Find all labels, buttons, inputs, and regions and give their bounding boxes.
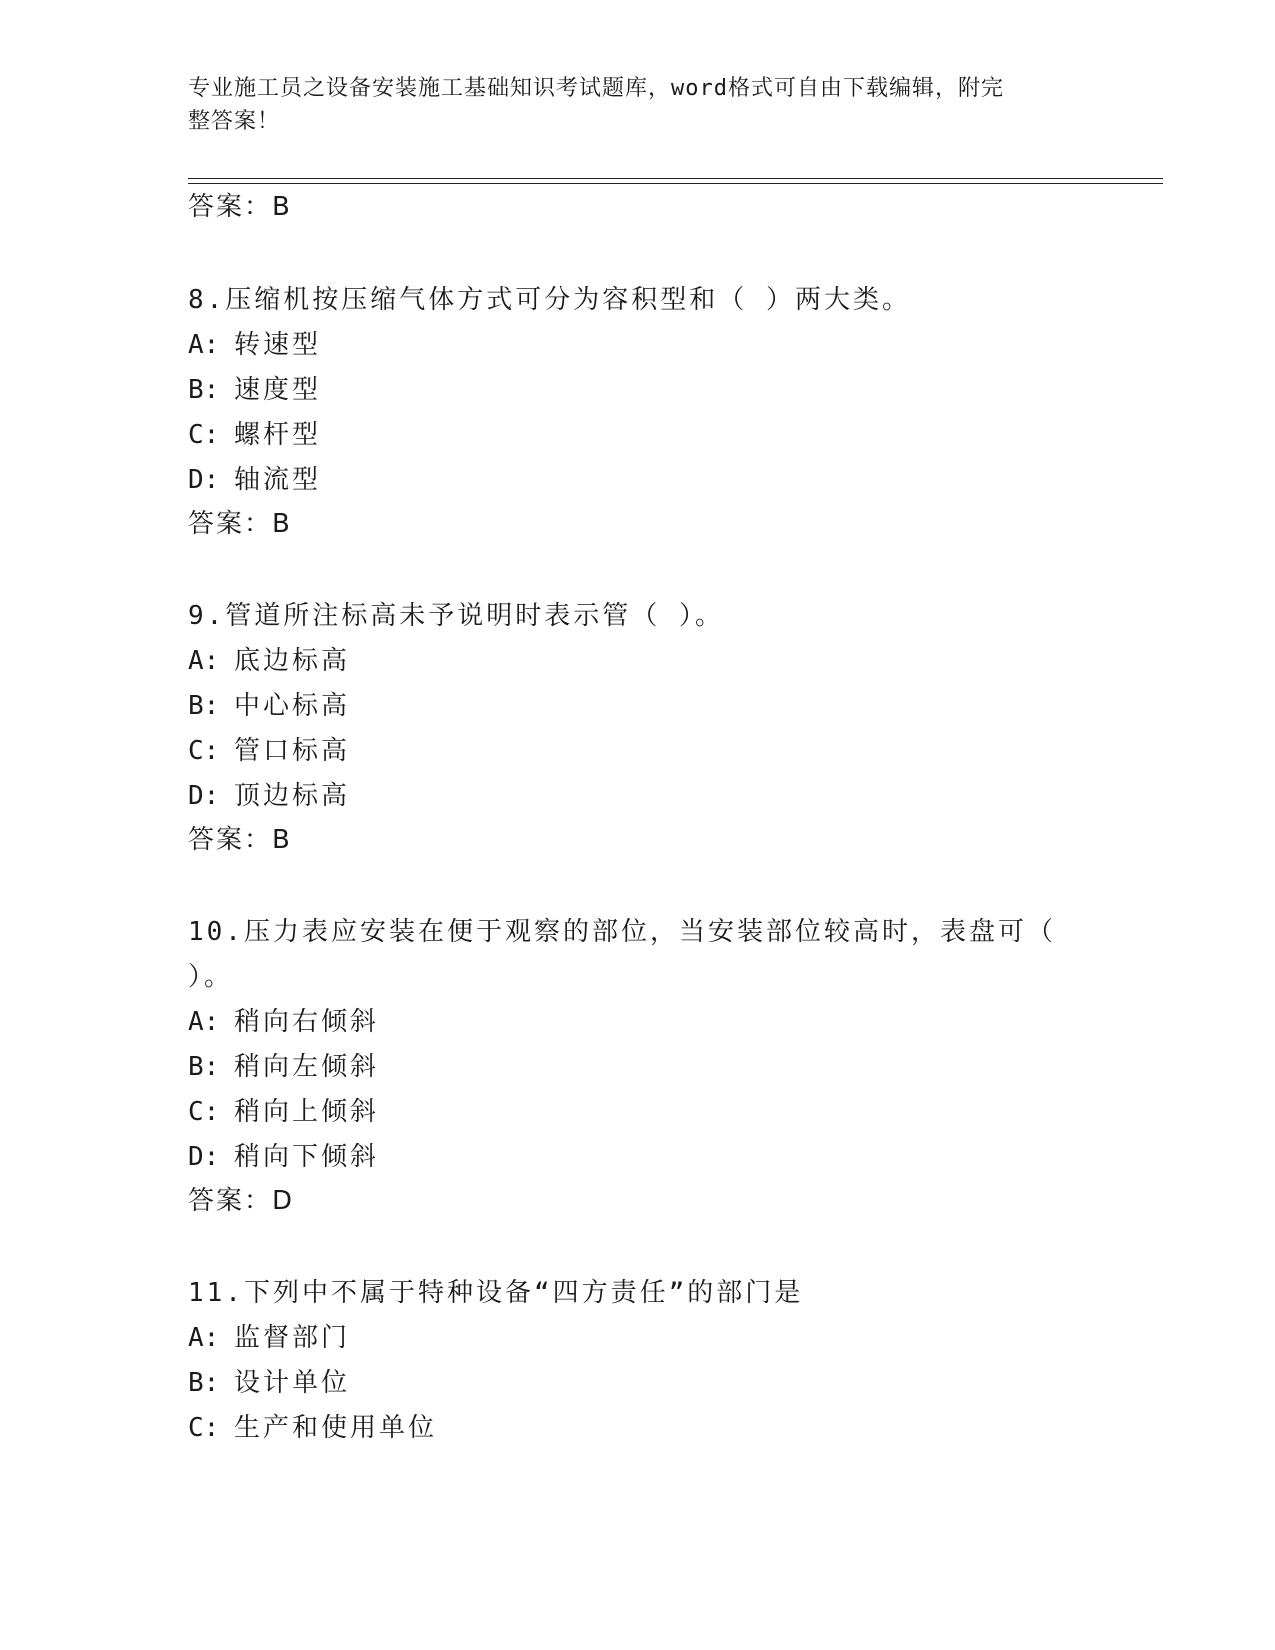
option-letter: A: <box>188 1007 220 1037</box>
question-10-option-d <box>188 1140 379 1174</box>
question-8-option-d <box>188 463 321 497</box>
header-line-2: 整答案！ <box>188 109 281 134</box>
option-letter: D: <box>188 465 220 495</box>
question-11-option-c <box>188 1411 437 1445</box>
previous-answer: 答案：B <box>188 192 292 222</box>
option-text: 稍向右倾斜 <box>234 1007 380 1037</box>
question-10-answer: 答案：D <box>188 1186 295 1216</box>
option-text: 轴流型 <box>234 465 322 495</box>
question-9-answer: 答案：B <box>188 825 292 855</box>
option-letter: B: <box>188 1052 220 1082</box>
option-letter: C: <box>188 1413 220 1443</box>
option-text: 监督部门 <box>234 1323 351 1353</box>
question-9-option-c <box>188 734 350 768</box>
question-11-option-b <box>188 1366 350 1400</box>
question-10-option-c <box>188 1095 379 1129</box>
question-11-option-a <box>188 1321 350 1355</box>
question-10-option-a <box>188 1005 379 1039</box>
option-text: 螺杆型 <box>234 420 322 450</box>
question-10-option-b <box>188 1050 379 1084</box>
question-10-stem-continued: ）。 <box>188 962 234 992</box>
option-letter: B: <box>188 375 220 405</box>
option-letter: D: <box>188 781 220 811</box>
question-9-option-a <box>188 644 350 678</box>
option-text: 设计单位 <box>234 1368 351 1398</box>
option-text: 稍向左倾斜 <box>234 1052 380 1082</box>
header-divider-top <box>188 178 1163 179</box>
option-letter: C: <box>188 736 220 766</box>
option-letter: D: <box>188 1142 220 1172</box>
option-letter: B: <box>188 1368 220 1398</box>
header-line-1: 专业施工员之设备安装施工基础知识考试题库，word格式可自由下载编辑，附完 <box>188 76 1004 101</box>
question-8-option-c <box>188 418 321 452</box>
option-letter: A: <box>188 330 220 360</box>
option-text: 管口标高 <box>234 736 351 766</box>
question-10-stem: 10.压力表应安装在便于观察的部位，当安装部位较高时，表盘可（ <box>188 917 1056 947</box>
question-8-answer: 答案：B <box>188 509 292 539</box>
option-text: 生产和使用单位 <box>234 1413 438 1443</box>
question-8-stem: 8.压缩机按压缩气体方式可分为容积型和（ ）两大类。 <box>188 285 911 315</box>
header-divider-bottom <box>188 183 1163 184</box>
question-9-option-b <box>188 689 350 723</box>
option-text: 转速型 <box>234 330 322 360</box>
option-letter: C: <box>188 420 220 450</box>
document-header <box>188 72 1068 138</box>
option-letter: B: <box>188 691 220 721</box>
option-letter: A: <box>188 646 220 676</box>
question-9-option-d <box>188 779 350 813</box>
option-text: 速度型 <box>234 375 322 405</box>
option-letter: A: <box>188 1323 220 1353</box>
option-letter: C: <box>188 1097 220 1127</box>
question-8-option-a <box>188 328 321 362</box>
option-text: 顶边标高 <box>234 781 351 811</box>
option-text: 稍向上倾斜 <box>234 1097 380 1127</box>
option-text: 中心标高 <box>234 691 351 721</box>
option-text: 稍向下倾斜 <box>234 1142 380 1172</box>
question-9-stem: 9.管道所注标高未予说明时表示管（ ）。 <box>188 601 724 631</box>
option-text: 底边标高 <box>234 646 351 676</box>
question-8-option-b <box>188 373 321 407</box>
question-11-stem: 11.下列中不属于特种设备“四方责任”的部门是 <box>188 1278 804 1308</box>
